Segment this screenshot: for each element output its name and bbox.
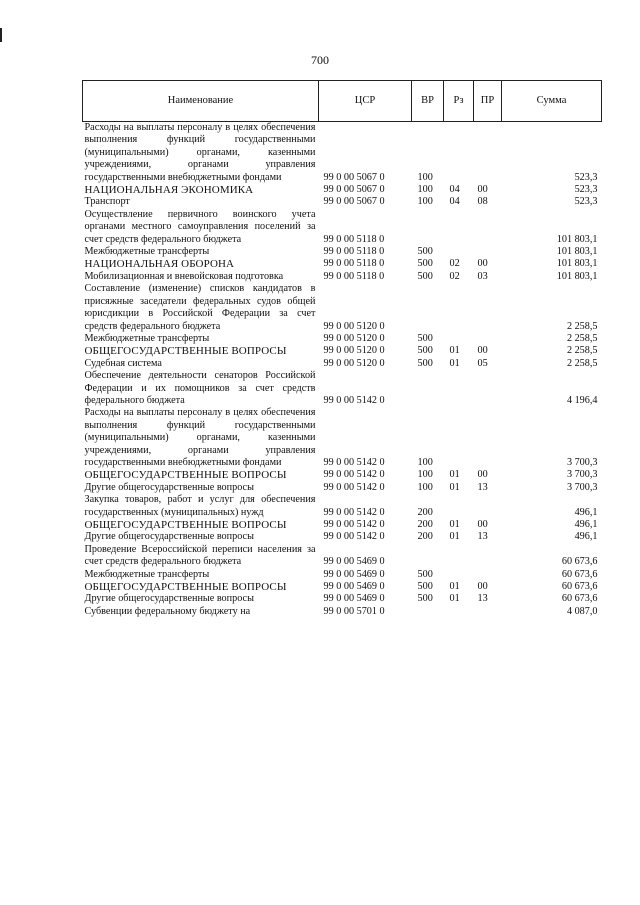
cell-pr: 13 xyxy=(477,593,488,605)
table-row xyxy=(83,209,602,246)
cell-pr xyxy=(474,333,502,345)
cell-sum: 101 803,1 xyxy=(556,258,598,270)
table-row xyxy=(83,345,602,357)
table-row xyxy=(83,519,602,531)
cell-name: Расходы на выплаты персоналу в целях обеспечения выполнения функций государственными (муниципальными) органами, казенными учреждениями, органами управления государственными внебюджетными фондами xyxy=(84,122,316,183)
cell-vr: 200 xyxy=(417,506,433,518)
cell-sum: 3 700,3 xyxy=(566,456,598,468)
table-row xyxy=(83,569,602,581)
cell-pr: 00 xyxy=(477,469,488,481)
table-row xyxy=(83,122,602,185)
cell-pr xyxy=(474,283,502,333)
cell-rz xyxy=(444,283,474,333)
cell-sum: 523,3 xyxy=(574,196,598,208)
cell-sum: 496,1 xyxy=(574,506,598,518)
cell-name: Составление (изменение) списков кандидатов в присяжные заседатели федеральных судов общей юрисдикции в Российской Федерации за счет средств федерального бюджета xyxy=(84,283,316,332)
table-row xyxy=(83,593,602,605)
cell-pr: 00 xyxy=(477,519,488,530)
cell-sum: 101 803,1 xyxy=(556,233,598,245)
cell-name: Другие общегосударственные вопросы xyxy=(84,531,254,543)
cell-pr: 00 xyxy=(477,581,488,593)
cell-rz: 01 xyxy=(449,531,460,543)
scan-edge-mark xyxy=(0,28,2,42)
cell-csr: 99 0 00 5142 0 xyxy=(323,469,385,481)
cell-vr: 500 xyxy=(417,568,433,580)
cell-pr: 00 xyxy=(477,184,488,196)
cell-vr xyxy=(412,209,444,246)
cell-sum: 2 258,5 xyxy=(566,357,598,369)
cell-csr: 99 0 00 5469 0 xyxy=(323,556,385,568)
cell-vr: 500 xyxy=(417,345,433,357)
cell-pr xyxy=(474,209,502,246)
cell-csr: 99 0 00 5142 0 xyxy=(323,456,385,468)
cell-csr: 99 0 00 5469 0 xyxy=(323,581,385,593)
cell-csr: 99 0 00 5142 0 xyxy=(323,519,385,530)
cell-sum: 101 803,1 xyxy=(556,246,598,258)
column-header-name: Наименование xyxy=(83,81,319,122)
cell-pr xyxy=(474,246,502,258)
table-body xyxy=(83,122,602,619)
cell-csr: 99 0 00 5120 0 xyxy=(323,332,385,344)
cell-rz: 01 xyxy=(449,345,460,357)
column-header-rz: Рз xyxy=(444,81,474,122)
cell-rz xyxy=(444,544,474,569)
table-row xyxy=(83,482,602,494)
cell-name: Межбюджетные трансферты xyxy=(84,568,210,580)
cell-vr: 500 xyxy=(417,332,433,344)
cell-rz xyxy=(444,407,474,469)
cell-csr: 99 0 00 5142 0 xyxy=(323,481,385,493)
table-row xyxy=(83,544,602,569)
cell-name: Мобилизационная и вневойсковая подготовка xyxy=(84,270,284,282)
cell-rz: 01 xyxy=(449,357,460,369)
column-header-csr: ЦСР xyxy=(319,81,412,122)
cell-vr: 100 xyxy=(417,456,433,468)
cell-pr: 13 xyxy=(477,531,488,543)
cell-sum: 4 087,0 xyxy=(566,605,598,617)
cell-name: Межбюджетные трансферты xyxy=(84,332,210,344)
table-row xyxy=(83,581,602,593)
cell-sum: 523,3 xyxy=(574,171,598,183)
cell-csr: 99 0 00 5120 0 xyxy=(323,345,385,357)
table-row xyxy=(83,333,602,345)
cell-name: Проведение Всероссийской переписи населения за счет средств федерального бюджета xyxy=(84,543,316,568)
cell-csr: 99 0 00 5118 0 xyxy=(323,258,385,270)
cell-csr: 99 0 00 5067 0 xyxy=(323,184,385,196)
cell-name: Межбюджетные трансферты xyxy=(84,246,210,258)
cell-pr xyxy=(474,122,502,185)
cell-rz: 01 xyxy=(449,481,460,493)
cell-sum: 101 803,1 xyxy=(556,270,598,282)
cell-vr: 500 xyxy=(417,357,433,369)
cell-name: Обеспечение деятельности сенаторов Российской Федерации и их помощников за счет средств федерального бюджета xyxy=(84,370,316,406)
cell-pr xyxy=(474,544,502,569)
table-row xyxy=(83,184,602,196)
cell-name: НАЦИОНАЛЬНАЯ ЭКОНОМИКА xyxy=(84,184,254,197)
cell-name: Закупка товаров, работ и услуг для обеспечения государственных (муниципальных) нужд xyxy=(84,494,316,518)
cell-csr: 99 0 00 5120 0 xyxy=(323,320,385,332)
cell-sum: 2 258,5 xyxy=(566,320,598,332)
cell-vr xyxy=(412,544,444,569)
cell-csr: 99 0 00 5118 0 xyxy=(323,270,385,282)
cell-rz: 02 xyxy=(449,258,460,270)
cell-vr: 500 xyxy=(417,270,433,282)
cell-sum: 60 673,6 xyxy=(561,581,598,593)
page-number: 700 xyxy=(311,53,329,67)
cell-pr xyxy=(474,494,502,519)
table-row xyxy=(83,258,602,270)
cell-rz xyxy=(444,333,474,345)
cell-sum: 496,1 xyxy=(574,531,598,543)
table-row xyxy=(83,246,602,258)
cell-vr: 200 xyxy=(417,519,433,530)
cell-pr: 08 xyxy=(477,196,488,208)
cell-sum: 60 673,6 xyxy=(561,556,598,568)
cell-name: Расходы на выплаты персоналу в целях обеспечения выполнения функций государственными (муниципальными) органами, казенными учреждениями, органами управления государственными внебюджетными фондами xyxy=(84,407,316,468)
cell-vr xyxy=(412,283,444,333)
table-row xyxy=(83,531,602,543)
cell-name: Другие общегосударственные вопросы xyxy=(84,481,254,493)
cell-csr: 99 0 00 5067 0 xyxy=(323,196,385,208)
cell-csr: 99 0 00 5469 0 xyxy=(323,568,385,580)
cell-vr: 500 xyxy=(417,581,433,593)
table-row xyxy=(83,283,602,333)
cell-pr xyxy=(474,606,502,618)
table-row xyxy=(83,370,602,407)
cell-pr: 13 xyxy=(477,481,488,493)
cell-name: Транспорт xyxy=(84,196,130,208)
column-header-vr: ВР xyxy=(412,81,444,122)
cell-rz xyxy=(444,569,474,581)
table-row xyxy=(83,606,602,618)
cell-rz xyxy=(444,246,474,258)
cell-vr: 100 xyxy=(417,171,433,183)
budget-table xyxy=(82,80,602,618)
column-header-pr: ПР xyxy=(474,81,502,122)
cell-name: Судебная система xyxy=(84,357,162,369)
cell-rz: 04 xyxy=(449,196,460,208)
table-row xyxy=(83,358,602,370)
cell-name: Субвенции федеральному бюджету на xyxy=(84,605,251,617)
cell-sum: 2 258,5 xyxy=(566,332,598,344)
cell-csr: 99 0 00 5142 0 xyxy=(323,506,385,518)
cell-sum: 3 700,3 xyxy=(566,481,598,493)
cell-name: ОБЩЕГОСУДАРСТВЕННЫЕ ВОПРОСЫ xyxy=(84,469,287,482)
column-header-sum: Сумма xyxy=(502,81,602,122)
cell-vr: 100 xyxy=(417,196,433,208)
cell-rz: 01 xyxy=(449,593,460,605)
cell-name: ОБЩЕГОСУДАРСТВЕННЫЕ ВОПРОСЫ xyxy=(84,581,287,594)
cell-pr: 03 xyxy=(477,270,488,282)
cell-pr: 00 xyxy=(477,258,488,270)
cell-name: Осуществление первичного воинского учета органами местного самоуправления поселений за счет средств федерального бюджета xyxy=(84,208,316,245)
cell-csr: 99 0 00 5067 0 xyxy=(323,171,385,183)
cell-pr: 00 xyxy=(477,345,488,357)
cell-rz xyxy=(444,606,474,618)
cell-csr: 99 0 00 5701 0 xyxy=(323,605,385,617)
table-row xyxy=(83,407,602,469)
cell-pr xyxy=(474,370,502,407)
cell-rz xyxy=(444,209,474,246)
cell-sum: 4 196,4 xyxy=(566,394,598,406)
cell-rz xyxy=(444,370,474,407)
cell-sum: 60 673,6 xyxy=(561,593,598,605)
cell-rz: 01 xyxy=(449,519,460,530)
table-row xyxy=(83,271,602,283)
table-row xyxy=(83,494,602,519)
cell-csr: 99 0 00 5120 0 xyxy=(323,357,385,369)
cell-vr: 100 xyxy=(417,469,433,481)
cell-rz: 04 xyxy=(449,184,460,196)
cell-pr xyxy=(474,407,502,469)
cell-rz xyxy=(444,122,474,185)
cell-sum: 60 673,6 xyxy=(561,568,598,580)
cell-vr: 100 xyxy=(417,481,433,493)
cell-rz: 01 xyxy=(449,469,460,481)
cell-pr xyxy=(474,569,502,581)
cell-name: НАЦИОНАЛЬНАЯ ОБОРОНА xyxy=(84,258,235,271)
cell-vr: 200 xyxy=(417,531,433,543)
cell-vr: 500 xyxy=(417,258,433,270)
cell-csr: 99 0 00 5142 0 xyxy=(323,394,385,406)
cell-rz: 01 xyxy=(449,581,460,593)
cell-sum: 3 700,3 xyxy=(566,469,598,481)
cell-name: Другие общегосударственные вопросы xyxy=(84,593,254,605)
cell-vr xyxy=(412,606,444,618)
cell-name: ОБЩЕГОСУДАРСТВЕННЫЕ ВОПРОСЫ xyxy=(84,345,287,358)
cell-rz xyxy=(444,494,474,519)
cell-vr: 500 xyxy=(417,246,433,258)
cell-vr: 500 xyxy=(417,593,433,605)
cell-pr: 05 xyxy=(477,357,488,369)
table-header-row xyxy=(83,81,602,122)
cell-csr: 99 0 00 5469 0 xyxy=(323,593,385,605)
cell-vr xyxy=(412,370,444,407)
table-row xyxy=(83,469,602,481)
cell-csr: 99 0 00 5118 0 xyxy=(323,246,385,258)
cell-csr: 99 0 00 5118 0 xyxy=(323,233,385,245)
cell-rz: 02 xyxy=(449,270,460,282)
cell-csr: 99 0 00 5142 0 xyxy=(323,531,385,543)
cell-sum: 523,3 xyxy=(574,184,598,196)
cell-vr: 100 xyxy=(417,184,433,196)
cell-sum: 2 258,5 xyxy=(566,345,598,357)
cell-sum: 496,1 xyxy=(574,519,598,530)
cell-name: ОБЩЕГОСУДАРСТВЕННЫЕ ВОПРОСЫ xyxy=(84,519,287,531)
table-row xyxy=(83,196,602,208)
